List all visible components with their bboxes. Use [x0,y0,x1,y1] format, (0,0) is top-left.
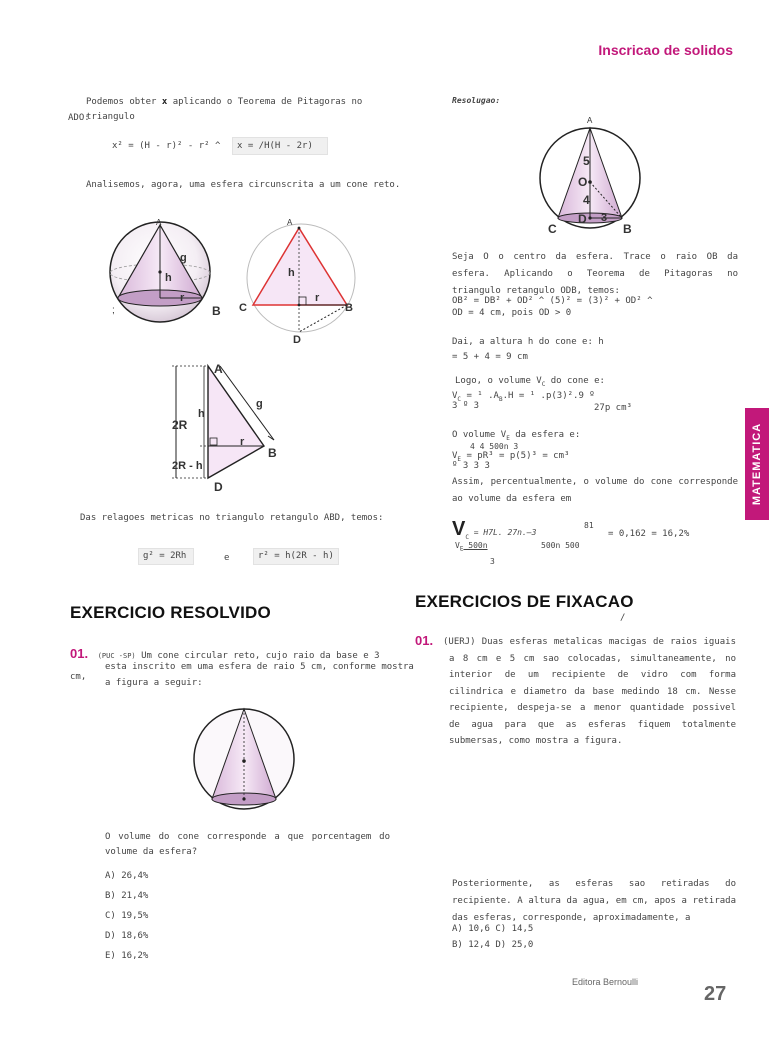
resolution-height-line-1: Dai, a altura h do cone e: h [452,337,604,347]
resolution-percent-intro: Assim, percentualmente, o volume do cone corresponde ao volume da esfera em [452,477,738,504]
exercise-cone-sphere-figure [192,705,296,815]
resolution-equation-2: OD = 4 cm, pois OD > 0 [452,308,572,318]
fig3-label-b: B [268,446,277,460]
fig2-label-b: B [345,302,353,314]
section-header-title: Inscricao de solidos [598,42,733,58]
res-fig-label-c: C [548,222,557,236]
ratio-result: = 0,162 = 16,2% [608,529,690,539]
fig2-label-h: h [288,267,295,279]
cone-in-sphere-figure [108,215,228,327]
exercise-number: 01. [70,646,89,661]
exercise-section-title: EXERCICIO RESOLVIDO [70,603,271,622]
fig2-label-d: D [293,334,301,346]
ratio-denominator: $V_E$ 500n [455,541,488,553]
res-fig-label-d: D [578,212,587,226]
fig1-label-g: g [180,252,187,264]
resolution-label: Resolugao: [452,96,501,105]
fig1-label-a: A [156,218,162,227]
fig3-label-2r: 2R [172,418,188,432]
fixation-statement: (UERJ) Duas esferas metalicas macigas de raios iguais a 8 cm e 5 cm sao colocadas, simultaneamente, no interior de um recipiente de vidro com forma cilindrica e diametro da base medindo 18 cm. Nesse recipiente, despeja-se a menor quantidade possivel de agua para que as esferas fiquem totalmente submersas, como mostra a figura. [443,637,736,746]
fig3-label-d: D [214,480,223,494]
fixation-question: Posteriormente, as esferas sao retiradas do recipiente. A altura da agua, em cm, apos a retirada das esferas, corresponde, aproximadamente, a [452,879,736,923]
subject-side-tab [745,408,769,520]
fig1-label-semicolon: ; [112,305,115,316]
cross-section-figure [245,218,365,343]
exercise-option-e[interactable]: E) 16,2% [105,951,149,961]
resolution-height-line-2: = 5 + 4 = 9 cm [452,352,528,362]
fig3-label-2r-minus-h: 2R - h [172,460,203,472]
ratio-numerator: 81 [584,521,594,530]
resolution-sphere-eq-mid: $V_E = pR^3 = p(5)^3 = cm^3$ [452,451,570,463]
resolution-equation-1: OB² = DB² + OD² ^ (5)² = (3)² + OD² ^ [452,296,653,306]
exercise-question: O volume do cone corresponde a que porcentagem do volume da esfera? [105,832,390,857]
equation-and: e [224,553,230,563]
exercise-text-line-3: a figura a seguir: [105,678,203,688]
ratio-three: 3 [490,557,495,566]
ratio-expression: $V_C = H7L$. 27n.—3 [452,518,537,542]
res-fig-label-3: 3 [601,212,608,224]
exercise-option-c[interactable]: C) 19,5% [105,911,149,921]
res-fig-label-4: 4 [583,193,590,207]
fixation-options-line-1[interactable]: A) 10,6 C) 14,5 [452,924,534,934]
resolution-paragraph-1: Seja O o centro da esfera. Trace o raio OB da esfera. Aplicando o Teorema de Pitagoras no triangulo retangulo ODB, temos: [452,252,738,296]
equation-pythagoras: x² = (H - r)² - r² ^ [112,141,221,151]
theory-paragraph-3: Das relagoes metricas no triangulo retangulo ABD, temos: [80,513,384,523]
fig3-label-r: r [240,436,245,448]
page-number: 27 [704,983,727,1005]
fig3-label-g: g [256,398,263,410]
res-fig-label-o: O [578,175,588,189]
exercise-text-line-2: esta inscrito em uma esfera de raio 5 cm, conforme mostra [105,662,414,672]
fig2-label-a: A [287,218,293,227]
resolution-cone-volume-eq-2: 3 º 3 [452,401,480,411]
theory-paragraph-1-end: ADO: [68,113,90,123]
theory-paragraph-2: Analisemos, agora, uma esfera circunscrita a um cone reto. [86,180,401,190]
ratio-denominator-right: 500n 500 [541,541,580,550]
theory-paragraph-1: Podemos obter x aplicando o Teorema de Pitagoras no triangulo [86,97,363,122]
fixation-slash: / [620,613,626,623]
exercise-option-a[interactable]: A) 26,4% [105,871,149,881]
exercise-option-d[interactable]: D) 18,6% [105,931,149,941]
fig2-label-r: r [315,292,320,304]
exercise-text-line-1: Um cone circular reto, cujo raio da base e 3 cm, [70,651,380,682]
exercise-option-b[interactable]: B) 21,4% [105,891,149,901]
fig1-label-h: h [165,272,172,284]
fixation-number: 01. [415,633,434,648]
res-fig-label-a: A [587,116,593,125]
resolution-sphere-eq-top: 4 4 500n 3 [470,442,519,451]
resolution-cone-volume-eq: $V_C = ^1$ $.A_B.H = ^1$ .p(3)².9 º [452,391,595,403]
fig2-label-c: C [239,302,247,314]
resolution-sphere-volume-intro: O volume $V_E$ da esfera e: [452,430,581,442]
fig1-label-r: r [180,292,185,304]
fig3-label-h: h [198,408,205,420]
fig1-label-b: B [212,304,221,318]
resolution-cone-volume-result: 27p cm³ [594,403,632,413]
res-fig-label-5: 5 [583,154,590,168]
fixation-section-title: EXERCICIOS DE FIXACAO [415,592,634,611]
res-fig-label-b: B [623,222,632,236]
equation-g-squared: g² = 2Rh [138,548,194,565]
resolution-sphere-eq-bot: º 3 3 3 [452,461,490,471]
equation-r-squared: r² = h(2R - h) [253,548,339,565]
resolution-cone-volume-intro: Logo, o volume $V_C$ do cone e: [455,376,605,388]
equation-result-box: x = /H(H - 2r) [232,137,328,155]
footer-publisher: Editora Bernoulli [572,977,639,987]
side-tab-label: MATEMATICA [751,422,763,506]
resolution-figure [538,122,642,234]
fig3-label-a: A [214,362,223,376]
exercise-source: (PUC -SP) [97,652,136,660]
fixation-options-line-2[interactable]: B) 12,4 D) 25,0 [452,940,534,950]
